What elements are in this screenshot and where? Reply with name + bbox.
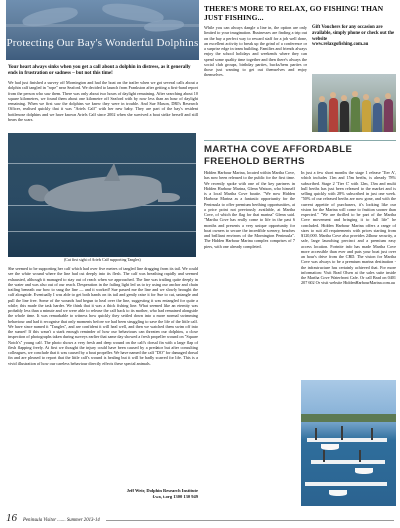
person: [340, 101, 349, 132]
section-divider: [204, 140, 396, 141]
person-head: [374, 97, 380, 103]
person-head: [341, 95, 347, 101]
photo-caption: (Cut first sight of Ariels Calf supporting Tangles): [64, 258, 141, 262]
marina-boat: [355, 468, 373, 474]
person: [362, 100, 371, 132]
relax-fishing-body: While you can always dangle a line in, the option are only limited to your imagination. Businesses are finding a trip out on the bay a perfect way to reward staff for a job well done, an excellent activity to break up the grind of a conference or a surprise edge in team building. Families and friends always enjoy the school holidays and weekends where they can spend some quality time together and then there's always the social club groups, birthday parties, bucks/hens parties or those just wanting to get out themselves and enjoy themselves.: [204, 25, 307, 78]
relax-fishing-title: THERE'S MORE TO RELAX, GO FISHING! THAN JUST FISHING...: [204, 4, 384, 22]
credit-name: Jeff Weir, Dolphin Research Institute: [126, 488, 198, 493]
banner-title: Protecting Our Bay's Wonderful Dolphins: [6, 37, 199, 49]
martha-cove-body-left: Hidden Harbour Marina, located within Martha Cove, has now been released to the public for the first time. We recently spoke with one of the key partners in Hidden Harbour Marina, Glenn Watson, who himself is a local Martha Cove boatie. "We now Hidden Harbour Marina as a fantastic opportunity for the Peninsula to offer premium berthing opportunities, at a price point not previously available, at Martha Cove, of which the flag for that marina" Glenn said. "Martha Cove has really come to life in the past 6 months and presents a very unique opportunity for boat owners to secure the incredible scenery, beaches and brilliant environs of the Mornington Peninsula". The Hidden Harbour Marina complex comprises of 7 piers, with one already completed.: [204, 170, 295, 249]
marina-post: [323, 450, 325, 462]
person-head: [352, 91, 358, 97]
marina-pier: [305, 482, 387, 486]
dolphin-fin: [104, 163, 120, 181]
credit-contact: f.wa, t.org 1300 130 949: [152, 493, 198, 499]
fishing-group-photo: [312, 74, 396, 132]
dolphin-banner: [6, 0, 199, 60]
article-body-part1: We had just finished a survey off Mornington and had the boat on the trailer when we got several calls about a dolphin calf tangled in "rope" near Seaford. We decided to launch from Frankston after getting a first-hand report from the person who saw them. There was only about two hours of daylight remaining. After searching about 10 square kilometres, we found them about one kilometre off Seaford with by now less than an hour of daylight remaining. When we first saw the dolphins we knew they were in trouble. And Sue Mason, DRI's Research Officer, realised quickly that it was "Ariels Calf" with her new baby. They are part of the bay's resident bottlenose dolphins and we have known Ariels Calf since 2002 when she survived a boat strike herself and still bears the scars.: [8, 80, 198, 122]
dolphin-photo: [8, 133, 196, 257]
marina-post: [341, 426, 343, 440]
marina-shore: [301, 414, 396, 422]
marina-photo: [301, 380, 396, 506]
person: [318, 102, 327, 132]
dolphin-snout: [158, 193, 180, 202]
gift-voucher-text: Gift Vouchers for any occasion are available, simply phone or check out the website: [312, 25, 395, 42]
person: [384, 99, 393, 132]
article-credit: [8, 488, 198, 499]
martha-cove-body-right: In just a few short months the stage 1 release 'Tier A', which includes 11m and 15m berths, is already 78% subscribed. Stage 2 'Tier C' with 12m, 13m and multi hull berths has just been released to the market and is selling quickly with 28% subscribed in just one week. "50% of our released berths are now gone, and with the current appetite of purchasers, it's looking like our vision for the Marina will come to fruition sooner than expected." "We are thrilled to be part of the Martha Cove movement and bringing it to full life" he concluded. Hidden Harbour Marina offers a range of sizes to suit all requirements with prices starting from $120,000. Martha Cove also provides 24hour security, a safe, large launching precinct and a premium easy access location. Fortnite info has made Martha Cove more accessible than ever and puts your boat just over an hour's drive from the CBD. The vision for Martha Cove was always to be a premium marina destination - the infrastructure has certainly achieved that. For more information: Visit Brad Olsen at the sales suite inside the Martha Cove Waterfront Cafe. Or call Brad on 0401 207 602 Or visit website HiddenHarbourMarina.com.au: [301, 170, 396, 286]
martha-cove-title: MARTHA COVE AFFORDABLE FREEHOLD BERTHS: [204, 144, 353, 167]
article-lead: Your heart always sinks when you get a call about a dolphin in distress, as it generally ends in frustration or sadness – but not this time!: [8, 65, 191, 76]
dolphin-article: [6, 0, 199, 528]
water-line: [8, 231, 196, 232]
person-head: [319, 96, 325, 102]
marina-post: [315, 428, 317, 440]
person-head: [363, 94, 369, 100]
person: [351, 97, 360, 132]
marina-pier: [307, 438, 387, 442]
article-body-part2: She seemed to be supporting her calf which had over five metres of tangled line dragging from its tail. We could see the white wound where the line had cut deeply into its flesh. The calf was breathing rapidly and seemed exhausted, although it managed to stay out of reach when we approached. The line was trailing quite deeply in the water and was also out of our reach. Desperation in the failing light led us to try using our anchor and chain trailing beneath our bow to snag the line — and it worked! Sue passed me the line and we slowly brought the calf alongside. Eventually I was able to get both hands on its tail and gently raise it for Sue to cut, untangle and pull the line free. Some of the wounds had begun to heal over the line, suggesting it was entangled for quite a while; this made the task harder. We think that it was a thick fishing line. What seemed like an eternity was probably less than a minute and we were able to release the calf back to its mother, who had remained alongside the whole time. It was remarkable to witness how quickly they settled down into a more normal swimming behaviour and had it recognise that only moments before we had been struggling to save the life of the little calf. We have since named it "Tangles", and are confident it will heal well, and then we watched them swim off into the sunset! If this wasn't a stark enough reminder of how our behaviours can threaten our dolphins, a close inspection of photographs taken during surveys earlier that same day showed a fresh propeller wound on "Square Notch's" young calf. The photo shows a very fresh and deep wound on the calf's dorsal fin with a large flap of flesh flapping freely. At first we thought the injury could have been caused by a predator but after consulting colleagues, we conclude that it was caused by a boat propeller. We have named the calf "DO" for damaged dorsal fin and are pleased to report that the little calf's wound is healing but it will be badly scarred for life. This is a vivid illustration of how our careless behaviour directly effects these special animals.: [8, 266, 198, 366]
marina-post: [359, 450, 361, 462]
water-line: [8, 163, 196, 164]
person-head: [330, 92, 336, 98]
person: [329, 98, 338, 132]
gift-voucher-website[interactable]: www.relaxgofishing.com.au: [312, 42, 369, 48]
magazine-issue: Peninsula Visitor ....... Summer 2013-14: [23, 518, 100, 523]
marina-boat: [329, 490, 347, 496]
page-number: 16: [6, 512, 17, 524]
page-footer: [6, 510, 394, 524]
gift-voucher-box: [312, 25, 396, 73]
marina-post: [371, 428, 373, 440]
footer-rule: [106, 520, 394, 521]
marina-boat: [321, 444, 339, 450]
right-column: [204, 0, 396, 528]
dolphin-body: [43, 172, 164, 216]
person: [373, 103, 382, 132]
person-head: [385, 93, 391, 99]
